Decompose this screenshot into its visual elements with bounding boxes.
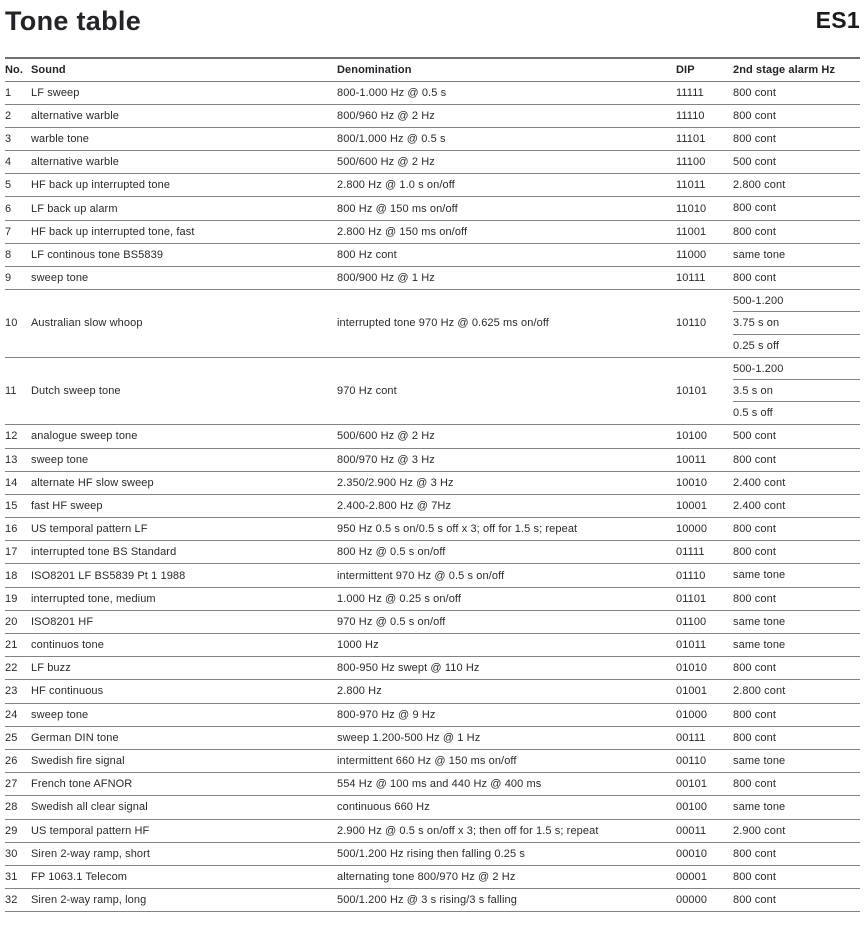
cell-alarm xyxy=(733,81,860,104)
cell-no: 24 xyxy=(5,703,31,726)
alarm-line: 800 cont xyxy=(733,546,777,559)
cell-sound: HF continuous xyxy=(31,680,337,703)
cell-no: 12 xyxy=(5,425,31,448)
alarm-line: 800 cont xyxy=(733,132,777,145)
cell-alarm xyxy=(733,703,860,726)
cell-no: 26 xyxy=(5,749,31,772)
cell-dip: 01110 xyxy=(676,564,733,587)
cell-no: 16 xyxy=(5,518,31,541)
column-header-sound: Sound xyxy=(31,58,337,81)
table-row xyxy=(5,151,860,174)
cell-no: 20 xyxy=(5,610,31,633)
cell-denomination: 800/1.000 Hz @ 0.5 s xyxy=(337,127,676,150)
cell-alarm xyxy=(733,773,860,796)
cell-sound: LF back up alarm xyxy=(31,197,337,220)
cell-denomination: 2.800 Hz xyxy=(337,680,676,703)
table-row xyxy=(5,680,860,703)
cell-denomination: intermittent 970 Hz @ 0.5 s on/off xyxy=(337,564,676,587)
cell-sound: Dutch sweep tone xyxy=(31,357,337,425)
model-label: ES1 xyxy=(815,7,860,33)
cell-no: 32 xyxy=(5,889,31,912)
cell-alarm xyxy=(733,541,860,564)
cell-sound: alternate HF slow sweep xyxy=(31,471,337,494)
cell-no: 7 xyxy=(5,220,31,243)
table-row xyxy=(5,541,860,564)
cell-sound: LF buzz xyxy=(31,657,337,680)
header-row xyxy=(5,58,860,81)
table-row xyxy=(5,587,860,610)
table-row xyxy=(5,220,860,243)
cell-no: 18 xyxy=(5,564,31,587)
alarm-line: 800 cont xyxy=(733,870,777,883)
alarm-line: same tone xyxy=(733,754,786,767)
cell-dip: 01010 xyxy=(676,657,733,680)
cell-denomination: alternating tone 800/970 Hz @ 2 Hz xyxy=(337,865,676,888)
cell-denomination: 800-950 Hz swept @ 110 Hz xyxy=(337,657,676,680)
cell-dip: 00100 xyxy=(676,796,733,819)
cell-dip: 00011 xyxy=(676,819,733,842)
cell-alarm xyxy=(733,151,860,174)
table-row xyxy=(5,749,860,772)
cell-dip: 00000 xyxy=(676,889,733,912)
alarm-line: same tone xyxy=(733,248,786,261)
cell-denomination: 2.800 Hz @ 1.0 s on/off xyxy=(337,174,676,197)
table-row xyxy=(5,494,860,517)
cell-dip: 10010 xyxy=(676,471,733,494)
cell-dip: 01001 xyxy=(676,680,733,703)
cell-sound: LF sweep xyxy=(31,81,337,104)
alarm-line: 800 cont xyxy=(733,708,777,721)
cell-denomination: 800-1.000 Hz @ 0.5 s xyxy=(337,81,676,104)
cell-dip: 11101 xyxy=(676,127,733,150)
cell-no: 4 xyxy=(5,151,31,174)
alarm-line: 800 cont xyxy=(733,523,777,536)
cell-alarm xyxy=(733,889,860,912)
column-header-dip: DIP xyxy=(676,58,733,81)
alarm-line: 800 cont xyxy=(733,894,777,907)
tone-table xyxy=(5,57,860,912)
cell-dip: 11001 xyxy=(676,220,733,243)
cell-sound: sweep tone xyxy=(31,448,337,471)
alarm-line: same tone xyxy=(733,615,786,628)
cell-no: 1 xyxy=(5,81,31,104)
cell-no: 17 xyxy=(5,541,31,564)
cell-sound: sweep tone xyxy=(31,703,337,726)
alarm-line: 500-1.200 xyxy=(733,290,860,312)
cell-sound: LF continous tone BS5839 xyxy=(31,243,337,266)
cell-sound: warble tone xyxy=(31,127,337,150)
cell-denomination: 500/600 Hz @ 2 Hz xyxy=(337,151,676,174)
cell-denomination: sweep 1.200-500 Hz @ 1 Hz xyxy=(337,726,676,749)
cell-alarm xyxy=(733,357,860,425)
column-header-denomination: Denomination xyxy=(337,58,676,81)
cell-denomination: 500/600 Hz @ 2 Hz xyxy=(337,425,676,448)
cell-no: 30 xyxy=(5,842,31,865)
cell-alarm xyxy=(733,471,860,494)
page-title: Tone table xyxy=(5,6,142,36)
tone-table-body xyxy=(5,81,860,912)
cell-dip: 11010 xyxy=(676,197,733,220)
cell-denomination: 2.350/2.900 Hz @ 3 Hz xyxy=(337,471,676,494)
cell-alarm xyxy=(733,657,860,680)
cell-alarm xyxy=(733,448,860,471)
cell-denomination: 2.400-2.800 Hz @ 7Hz xyxy=(337,494,676,517)
cell-alarm xyxy=(733,634,860,657)
cell-alarm xyxy=(733,494,860,517)
table-row xyxy=(5,564,860,587)
cell-dip: 01011 xyxy=(676,634,733,657)
cell-dip: 10100 xyxy=(676,425,733,448)
cell-dip: 00010 xyxy=(676,842,733,865)
cell-alarm xyxy=(733,518,860,541)
table-row xyxy=(5,634,860,657)
cell-no: 15 xyxy=(5,494,31,517)
cell-dip: 01101 xyxy=(676,587,733,610)
cell-no: 8 xyxy=(5,243,31,266)
table-row xyxy=(5,471,860,494)
cell-no: 25 xyxy=(5,726,31,749)
table-row xyxy=(5,81,860,104)
alarm-line: same tone xyxy=(733,801,786,814)
cell-alarm xyxy=(733,104,860,127)
table-row xyxy=(5,796,860,819)
cell-sound: alternative warble xyxy=(31,104,337,127)
cell-alarm xyxy=(733,197,860,220)
table-row xyxy=(5,197,860,220)
cell-no: 5 xyxy=(5,174,31,197)
alarm-line: 0.25 s off xyxy=(733,339,780,352)
cell-sound: Siren 2-way ramp, long xyxy=(31,889,337,912)
cell-denomination: 800/970 Hz @ 3 Hz xyxy=(337,448,676,471)
alarm-line: 2.800 cont xyxy=(733,685,786,698)
cell-sound: HF back up interrupted tone, fast xyxy=(31,220,337,243)
table-row xyxy=(5,243,860,266)
cell-sound: US temporal pattern LF xyxy=(31,518,337,541)
column-header-alarm: 2nd stage alarm Hz xyxy=(733,58,860,81)
cell-denomination: intermittent 660 Hz @ 150 ms on/off xyxy=(337,749,676,772)
cell-sound: fast HF sweep xyxy=(31,494,337,517)
cell-sound: US temporal pattern HF xyxy=(31,819,337,842)
cell-sound: FP 1063.1 Telecom xyxy=(31,865,337,888)
cell-denomination: 970 Hz @ 0.5 s on/off xyxy=(337,610,676,633)
alarm-line: same tone xyxy=(733,639,786,651)
table-row xyxy=(5,889,860,912)
alarm-line: same tone xyxy=(733,569,786,582)
cell-dip: 11100 xyxy=(676,151,733,174)
document-header xyxy=(5,6,860,37)
cell-denomination: 800 Hz @ 0.5 s on/off xyxy=(337,541,676,564)
cell-denomination: continuous 660 Hz xyxy=(337,796,676,819)
alarm-line: 800 cont xyxy=(733,731,777,744)
alarm-line: 500 cont xyxy=(733,430,777,443)
cell-denomination: 800-970 Hz @ 9 Hz xyxy=(337,703,676,726)
cell-alarm xyxy=(733,610,860,633)
cell-sound: ISO8201 HF xyxy=(31,610,337,633)
cell-alarm xyxy=(733,842,860,865)
cell-denomination: 800 Hz @ 150 ms on/off xyxy=(337,197,676,220)
alarm-line: 800 cont xyxy=(733,86,777,99)
cell-no: 28 xyxy=(5,796,31,819)
alarm-line: 800 cont xyxy=(733,225,777,238)
cell-no: 29 xyxy=(5,819,31,842)
table-row xyxy=(5,819,860,842)
alarm-line: 2.800 cont xyxy=(733,179,786,192)
table-row xyxy=(5,357,860,425)
cell-sound: French tone AFNOR xyxy=(31,773,337,796)
cell-dip: 00001 xyxy=(676,865,733,888)
cell-no: 3 xyxy=(5,127,31,150)
alarm-line: 2.400 cont xyxy=(733,476,786,489)
cell-alarm xyxy=(733,587,860,610)
cell-alarm xyxy=(733,127,860,150)
table-row xyxy=(5,448,860,471)
cell-alarm xyxy=(733,174,860,197)
table-row xyxy=(5,865,860,888)
cell-no: 14 xyxy=(5,471,31,494)
cell-denomination: 800/960 Hz @ 2 Hz xyxy=(337,104,676,127)
cell-no: 31 xyxy=(5,865,31,888)
cell-dip: 01111 xyxy=(676,541,733,564)
cell-no: 10 xyxy=(5,290,31,358)
table-row xyxy=(5,104,860,127)
table-row xyxy=(5,127,860,150)
cell-dip: 00101 xyxy=(676,773,733,796)
cell-no: 19 xyxy=(5,587,31,610)
cell-no: 9 xyxy=(5,267,31,290)
cell-denomination: 500/1.200 Hz @ 3 s rising/3 s falling xyxy=(337,889,676,912)
cell-no: 11 xyxy=(5,357,31,425)
table-row xyxy=(5,425,860,448)
alarm-line: 800 cont xyxy=(733,847,777,860)
cell-alarm xyxy=(733,749,860,772)
cell-alarm xyxy=(733,680,860,703)
table-row xyxy=(5,267,860,290)
cell-dip: 00111 xyxy=(676,726,733,749)
cell-alarm xyxy=(733,726,860,749)
column-header-no: No. xyxy=(5,58,31,81)
alarm-line: 3.5 s on xyxy=(733,380,860,402)
table-row xyxy=(5,657,860,680)
cell-sound: Siren 2-way ramp, short xyxy=(31,842,337,865)
cell-denomination: 1.000 Hz @ 0.25 s on/off xyxy=(337,587,676,610)
cell-sound: Australian slow whoop xyxy=(31,290,337,358)
cell-dip: 10110 xyxy=(676,290,733,358)
alarm-line: 800 cont xyxy=(733,109,777,122)
cell-alarm xyxy=(733,865,860,888)
cell-alarm xyxy=(733,819,860,842)
table-row xyxy=(5,703,860,726)
alarm-line: 500 cont xyxy=(733,156,777,169)
table-row xyxy=(5,726,860,749)
table-row xyxy=(5,773,860,796)
cell-sound: analogue sweep tone xyxy=(31,425,337,448)
alarm-line: 0.5 s off xyxy=(733,407,773,420)
cell-alarm xyxy=(733,243,860,266)
cell-dip: 10101 xyxy=(676,357,733,425)
cell-no: 6 xyxy=(5,197,31,220)
alarm-line: 3.75 s on xyxy=(733,312,860,334)
table-row xyxy=(5,842,860,865)
cell-no: 22 xyxy=(5,657,31,680)
cell-dip: 10011 xyxy=(676,448,733,471)
cell-denomination: 2.800 Hz @ 150 ms on/off xyxy=(337,220,676,243)
cell-alarm xyxy=(733,425,860,448)
cell-denomination: 800/900 Hz @ 1 Hz xyxy=(337,267,676,290)
cell-sound: alternative warble xyxy=(31,151,337,174)
cell-denomination: 554 Hz @ 100 ms and 440 Hz @ 400 ms xyxy=(337,773,676,796)
tone-table-head xyxy=(5,58,860,81)
cell-alarm xyxy=(733,796,860,819)
cell-denomination: 1000 Hz xyxy=(337,634,676,657)
cell-alarm xyxy=(733,564,860,587)
cell-dip: 10000 xyxy=(676,518,733,541)
alarm-line: 800 cont xyxy=(733,662,777,675)
cell-denomination: 500/1.200 Hz rising then falling 0.25 s xyxy=(337,842,676,865)
cell-no: 21 xyxy=(5,634,31,657)
cell-dip: 00110 xyxy=(676,749,733,772)
cell-sound: German DIN tone xyxy=(31,726,337,749)
cell-alarm xyxy=(733,267,860,290)
alarm-line: 500-1.200 xyxy=(733,358,860,380)
cell-sound: HF back up interrupted tone xyxy=(31,174,337,197)
cell-denomination: interrupted tone 970 Hz @ 0.625 ms on/off xyxy=(337,290,676,358)
cell-no: 23 xyxy=(5,680,31,703)
cell-dip: 11111 xyxy=(676,81,733,104)
cell-dip: 11011 xyxy=(676,174,733,197)
alarm-line: 800 cont xyxy=(733,202,777,215)
alarm-line: 2.400 cont xyxy=(733,499,786,512)
cell-dip: 01000 xyxy=(676,703,733,726)
cell-dip: 01100 xyxy=(676,610,733,633)
cell-no: 2 xyxy=(5,104,31,127)
cell-sound: ISO8201 LF BS5839 Pt 1 1988 xyxy=(31,564,337,587)
cell-dip: 11000 xyxy=(676,243,733,266)
alarm-line: 800 cont xyxy=(733,453,777,466)
cell-dip: 10111 xyxy=(676,267,733,290)
cell-denomination: 970 Hz cont xyxy=(337,357,676,425)
table-row xyxy=(5,174,860,197)
table-row xyxy=(5,610,860,633)
cell-dip: 11110 xyxy=(676,104,733,127)
cell-denomination: 950 Hz 0.5 s on/0.5 s off x 3; off for 1.5 s; repeat xyxy=(337,518,676,541)
alarm-line: 800 cont xyxy=(733,272,777,284)
cell-denomination: 2.900 Hz @ 0.5 s on/off x 3; then off for 1.5 s; repeat xyxy=(337,819,676,842)
cell-sound: Swedish all clear signal xyxy=(31,796,337,819)
table-row xyxy=(5,518,860,541)
cell-sound: Swedish fire signal xyxy=(31,749,337,772)
alarm-line: 800 cont xyxy=(733,592,777,605)
table-row xyxy=(5,290,860,358)
cell-alarm xyxy=(733,290,860,358)
cell-alarm xyxy=(733,220,860,243)
cell-no: 13 xyxy=(5,448,31,471)
cell-denomination: 800 Hz cont xyxy=(337,243,676,266)
alarm-line: 2.900 cont xyxy=(733,824,786,837)
cell-sound: interrupted tone BS Standard xyxy=(31,541,337,564)
cell-no: 27 xyxy=(5,773,31,796)
cell-sound: interrupted tone, medium xyxy=(31,587,337,610)
cell-sound: continuos tone xyxy=(31,634,337,657)
alarm-line: 800 cont xyxy=(733,778,777,791)
cell-dip: 10001 xyxy=(676,494,733,517)
cell-sound: sweep tone xyxy=(31,267,337,290)
